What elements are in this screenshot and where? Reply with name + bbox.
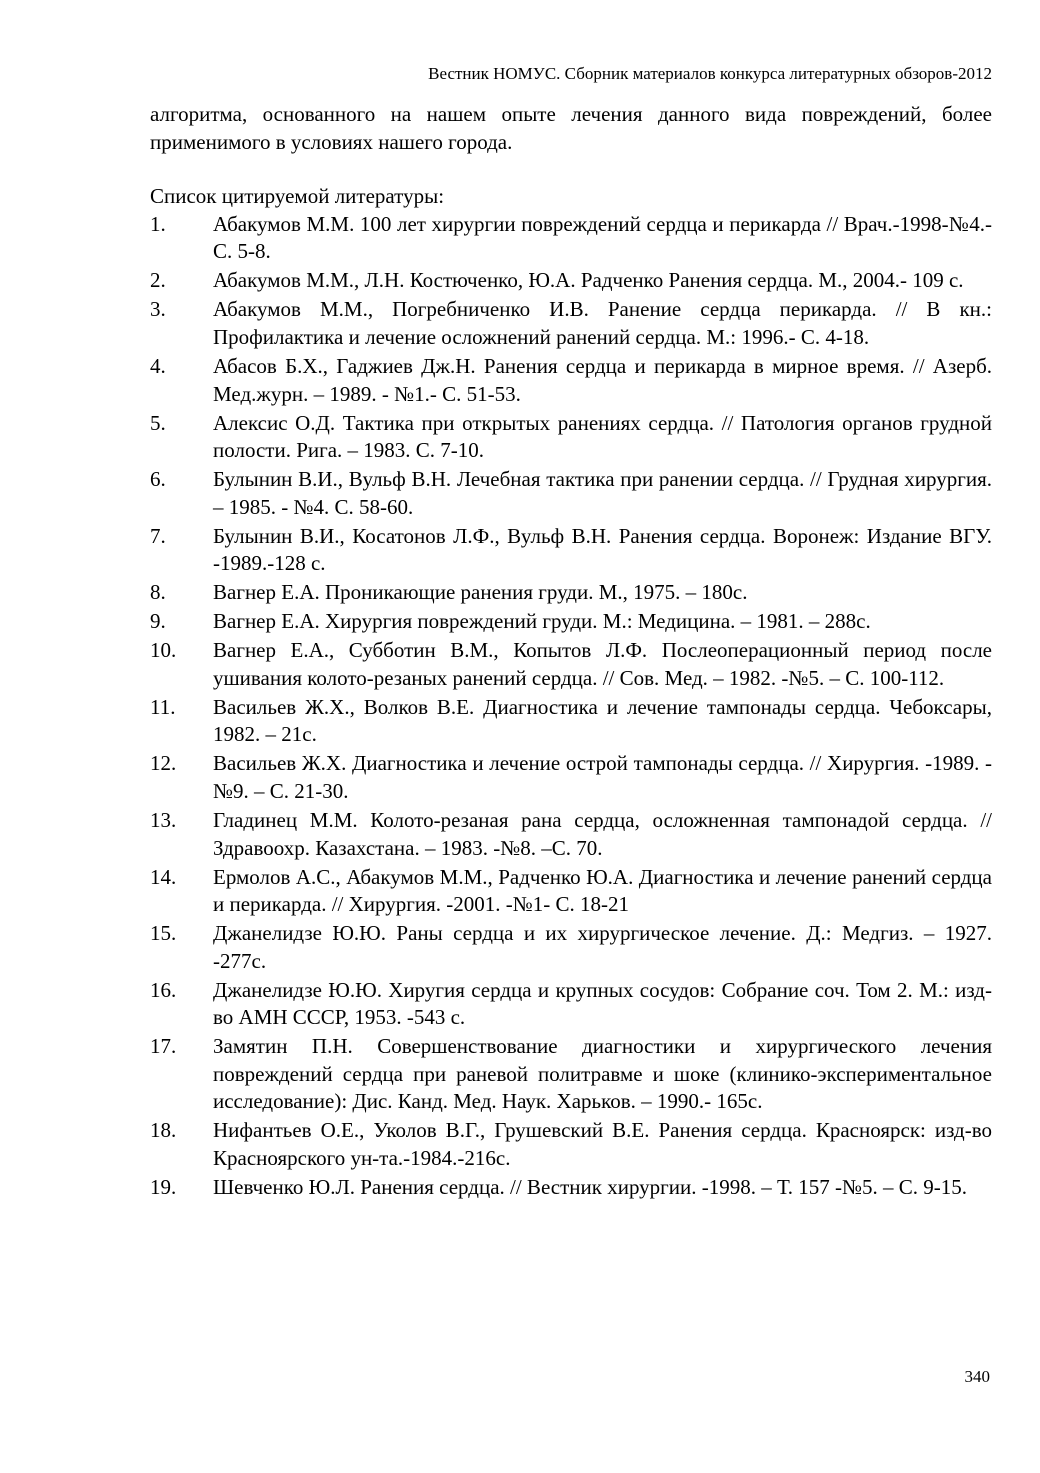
intro-paragraph: алгоритма, основанного на нашем опыте лечения данного вида повреждений, более применимого в условиях нашего города. <box>150 102 992 154</box>
reference-item <box>150 807 992 862</box>
reference-item <box>150 1174 992 1202</box>
running-header: Вестник НОМУС. Сборник материалов конкурса литературных обзоров-2012 <box>428 64 992 83</box>
reference-number: 15. <box>150 921 177 946</box>
reference-item <box>150 296 992 351</box>
reference-text: Замятин П.Н. Совершенствование диагностики и хирургического лечения повреждений сердца при раневой политравме и шоке (клинико-экспериментальное исследование): Дис. Канд. Мед. Наук. Харьков. – 1990.- 165с. <box>213 1034 992 1114</box>
reference-number: 3. <box>150 297 166 322</box>
reference-item <box>150 750 992 805</box>
reference-text: Васильев Ж.Х., Волков В.Е. Диагностика и лечение тампонады сердца. Чебоксары, 1982. – 21с. <box>213 694 992 747</box>
reference-number: 16. <box>150 977 177 1002</box>
references-title: Список цитируемой литературы: <box>150 184 445 209</box>
reference-text: Ермолов А.С., Абакумов М.М., Радченко Ю.А. Диагностика и лечение ранений сердца и перикарда. // Хирургия. -2001. -№1- С. 18-21 <box>213 864 992 917</box>
page-body <box>150 101 992 1203</box>
reference-item <box>150 920 992 975</box>
reference-text: Васильев Ж.Х. Диагностика и лечение острой тампонады сердца. // Хирургия. -1989. - №9. – С. 21-30. <box>213 751 992 803</box>
reference-item <box>150 977 992 1032</box>
reference-number: 9. <box>150 609 166 634</box>
reference-item <box>150 694 992 749</box>
reference-text: Абакумов М.М., Погребниченко И.В. Ранение сердца перикарда. // В кн.: Профилактика и лечение осложнений ранений сердца. М.: 1996.- С. 4-18. <box>213 297 992 349</box>
reference-text: Нифантьев О.Е., Уколов В.Г., Грушевский В.Е. Ранения сердца. Красноярск: изд-во Красноярского ун-та.-1984.-216с. <box>213 1118 992 1171</box>
reference-text: Булынин В.И., Вульф В.Н. Лечебная тактика при ранении сердца. // Грудная хирургия. – 1985. - №4. С. 58-60. <box>213 467 992 519</box>
page-number: 340 <box>964 1367 990 1386</box>
reference-number: 19. <box>150 1175 177 1199</box>
reference-number: 17. <box>150 1034 177 1059</box>
reference-item <box>150 608 992 636</box>
reference-text: Вагнер Е.А., Субботин В.М., Копытов Л.Ф. Послеоперационный период после ушивания колото-резаных ранений сердца. // Сов. Мед. – 1982. -№5. – С. 100-112. <box>213 638 992 690</box>
reference-text: Абакумов М.М. 100 лет хирургии повреждений сердца и перикарда // Врач.-1998-№4.- С. 5-8. <box>213 211 992 264</box>
reference-list <box>150 211 992 1202</box>
reference-number: 11. <box>150 694 176 719</box>
reference-text: Джанелидзе Ю.Ю. Хиругия сердца и крупных сосудов: Собрание соч. Том 2. М.: изд-во АМН СССР, 1953. -543 с. <box>213 977 992 1030</box>
reference-number: 12. <box>150 751 177 776</box>
reference-text: Джанелидзе Ю.Ю. Раны сердца и их хирургическое лечение. Д.: Медгиз. – 1927. -277с. <box>213 921 992 973</box>
reference-text: Вагнер Е.А. Проникающие ранения груди. М., 1975. – 180с. <box>213 580 748 605</box>
reference-number: 6. <box>150 467 166 492</box>
reference-text: Гладинец М.М. Колото-резаная рана сердца, осложненная тампонадой сердца. // Здравоохр. Казахстана. – 1983. -№8. –С. 70. <box>213 807 992 860</box>
reference-number: 1. <box>150 211 166 236</box>
reference-item <box>150 523 992 578</box>
reference-item <box>150 1033 992 1116</box>
reference-number: 2. <box>150 268 166 293</box>
reference-text: Булынин В.И., Косатонов Л.Ф., Вульф В.Н. Ранения сердца. Воронеж: Издание ВГУ. -1989.-128 с. <box>213 523 992 576</box>
reference-text: Шевченко Ю.Л. Ранения сердца. // Вестник хирургии. -1998. – Т. 157 -№5. – С. 9-15. <box>213 1175 968 1199</box>
reference-item <box>150 579 992 607</box>
reference-item <box>150 637 992 692</box>
reference-item <box>150 353 992 408</box>
reference-number: 10. <box>150 638 177 663</box>
reference-number: 7. <box>150 523 166 548</box>
reference-number: 5. <box>150 410 166 435</box>
reference-number: 14. <box>150 864 177 889</box>
reference-item <box>150 1117 992 1172</box>
reference-number: 4. <box>150 353 166 378</box>
reference-text: Абакумов М.М., Л.Н. Костюченко, Ю.А. Радченко Ранения сердца. М., 2004.- 109 с. <box>213 268 964 293</box>
reference-number: 18. <box>150 1118 177 1143</box>
reference-item <box>150 864 992 919</box>
reference-text: Алексис О.Д. Тактика при открытых ранениях сердца. // Патология органов грудной полости. Рига. – 1983. С. 7-10. <box>213 410 992 463</box>
reference-item <box>150 410 992 465</box>
reference-item <box>150 267 992 295</box>
reference-number: 8. <box>150 580 166 605</box>
reference-item <box>150 466 992 521</box>
reference-item <box>150 211 992 266</box>
reference-number: 13. <box>150 807 177 832</box>
reference-text: Абасов Б.Х., Гаджиев Дж.Н. Ранения сердца и перикарда в мирное время. // Азерб. Мед.журн. – 1989. - №1.- С. 51-53. <box>213 353 992 406</box>
reference-text: Вагнер Е.А. Хирургия повреждений груди. М.: Медицина. – 1981. – 288с. <box>213 609 871 634</box>
